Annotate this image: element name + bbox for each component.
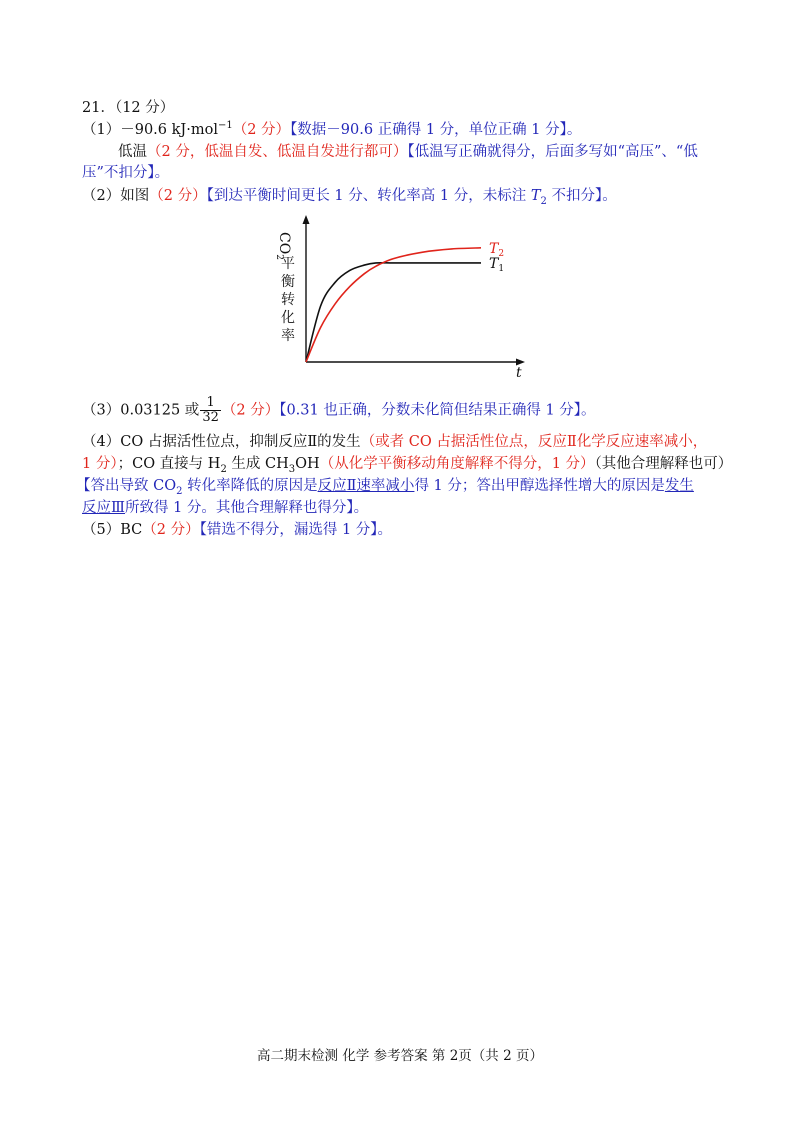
points: （2 分）	[232, 122, 291, 138]
series-label-T1: $T_1$	[489, 255, 505, 274]
answer-part-4: （4）CO 占据活性位点，抑制反应Ⅱ的发生（或者 CO 占据活性位点，反应Ⅱ化学反应速率减小，	[82, 434, 708, 450]
answer-part-5	[82, 520, 392, 540]
series-line-T1	[306, 263, 481, 362]
points: （2 分，低温自发、低温自发进行都可）	[147, 144, 408, 160]
answer-part-3	[82, 396, 596, 425]
part-label: （2）	[82, 188, 121, 204]
answer-value: －90.6 kJ·mol	[120, 122, 218, 138]
answer-value: BC	[120, 522, 143, 538]
page-footer: 高二期末检测 化学 参考答案 第 2页（共 2 页）	[257, 1048, 543, 1064]
answer-part-4-line-3: 【答出导致 $CO_2$ 转化率降低的原因是反应Ⅱ速率减小得 1 分；答出甲醇选择性增大的原因是发生	[76, 478, 694, 497]
y-label-char: 率	[281, 328, 295, 344]
y-label-char: 平	[281, 256, 295, 272]
y-label-char: 转	[281, 292, 295, 308]
grading-note: 【低温写正确就得分，后面多写如“高压”、“低	[407, 144, 698, 160]
grading-note: 【数据－90.6 正确得 1 分，单位正确 1 分】。	[290, 122, 582, 138]
grading-note: 【错选不得分，漏选得 1 分】。	[199, 522, 393, 538]
part-label: （4）	[82, 434, 121, 450]
points: （2 分）	[142, 522, 200, 538]
answer-part-2: （2）如图（2 分）【到达平衡时间更长 1 分、转化率高 1 分，未标注 $T_2$ 不扣分】。	[82, 188, 617, 207]
answer-value: 0.03125 或	[120, 402, 200, 419]
part-label: （5）	[82, 522, 121, 538]
y-label-char: $CO_2$	[274, 232, 292, 260]
y-axis-arrow	[303, 215, 310, 224]
question-header: 21．（12 分）	[82, 100, 175, 116]
grading-note: 【0.31 也正确，分数未化简但结果正确得 1 分】。	[279, 402, 596, 419]
conversion-chart	[270, 212, 530, 382]
answer-part-1: （1）－90.6 kJ·mol$^{-1}$（2 分）【数据－90.6 正确得 1 分，单位正确 1 分】。	[82, 120, 582, 138]
series-line-T2	[306, 248, 481, 362]
answer-part-4-line-4: 反应Ⅲ所致得 1 分。其他合理解释也得分】。	[82, 500, 369, 516]
series-label-T2: $T_2$	[489, 240, 505, 259]
grading-note: 压”不扣分】。	[82, 165, 170, 181]
answer-part-1-line-2	[118, 142, 698, 162]
points: （2 分）	[221, 402, 280, 419]
answer-part-1-line-3	[82, 163, 169, 183]
answer-value: 低温	[118, 144, 147, 160]
y-label-char: 衡	[281, 274, 295, 290]
points: （2 分）	[149, 188, 207, 204]
y-label-char: 化	[281, 310, 295, 326]
series-group	[306, 241, 504, 362]
grading-note: 【到达平衡时间更长 1 分、转化率高 1 分，未标注 $T_2$ 不扣分】。	[206, 188, 617, 207]
fraction: $\frac{1}{32}$	[202, 395, 219, 425]
part-label: （3）	[82, 402, 121, 419]
y-axis-label	[274, 232, 295, 344]
x-axis-label: t	[516, 365, 522, 381]
part-label: （1）	[82, 122, 121, 138]
answer-part-4-line-2: 1 分）；CO 直接与 $H_2$ 生成 $CH_3OH$（从化学平衡移动角度解释不得分，1 分）（其他合理解释也可）	[82, 456, 733, 475]
